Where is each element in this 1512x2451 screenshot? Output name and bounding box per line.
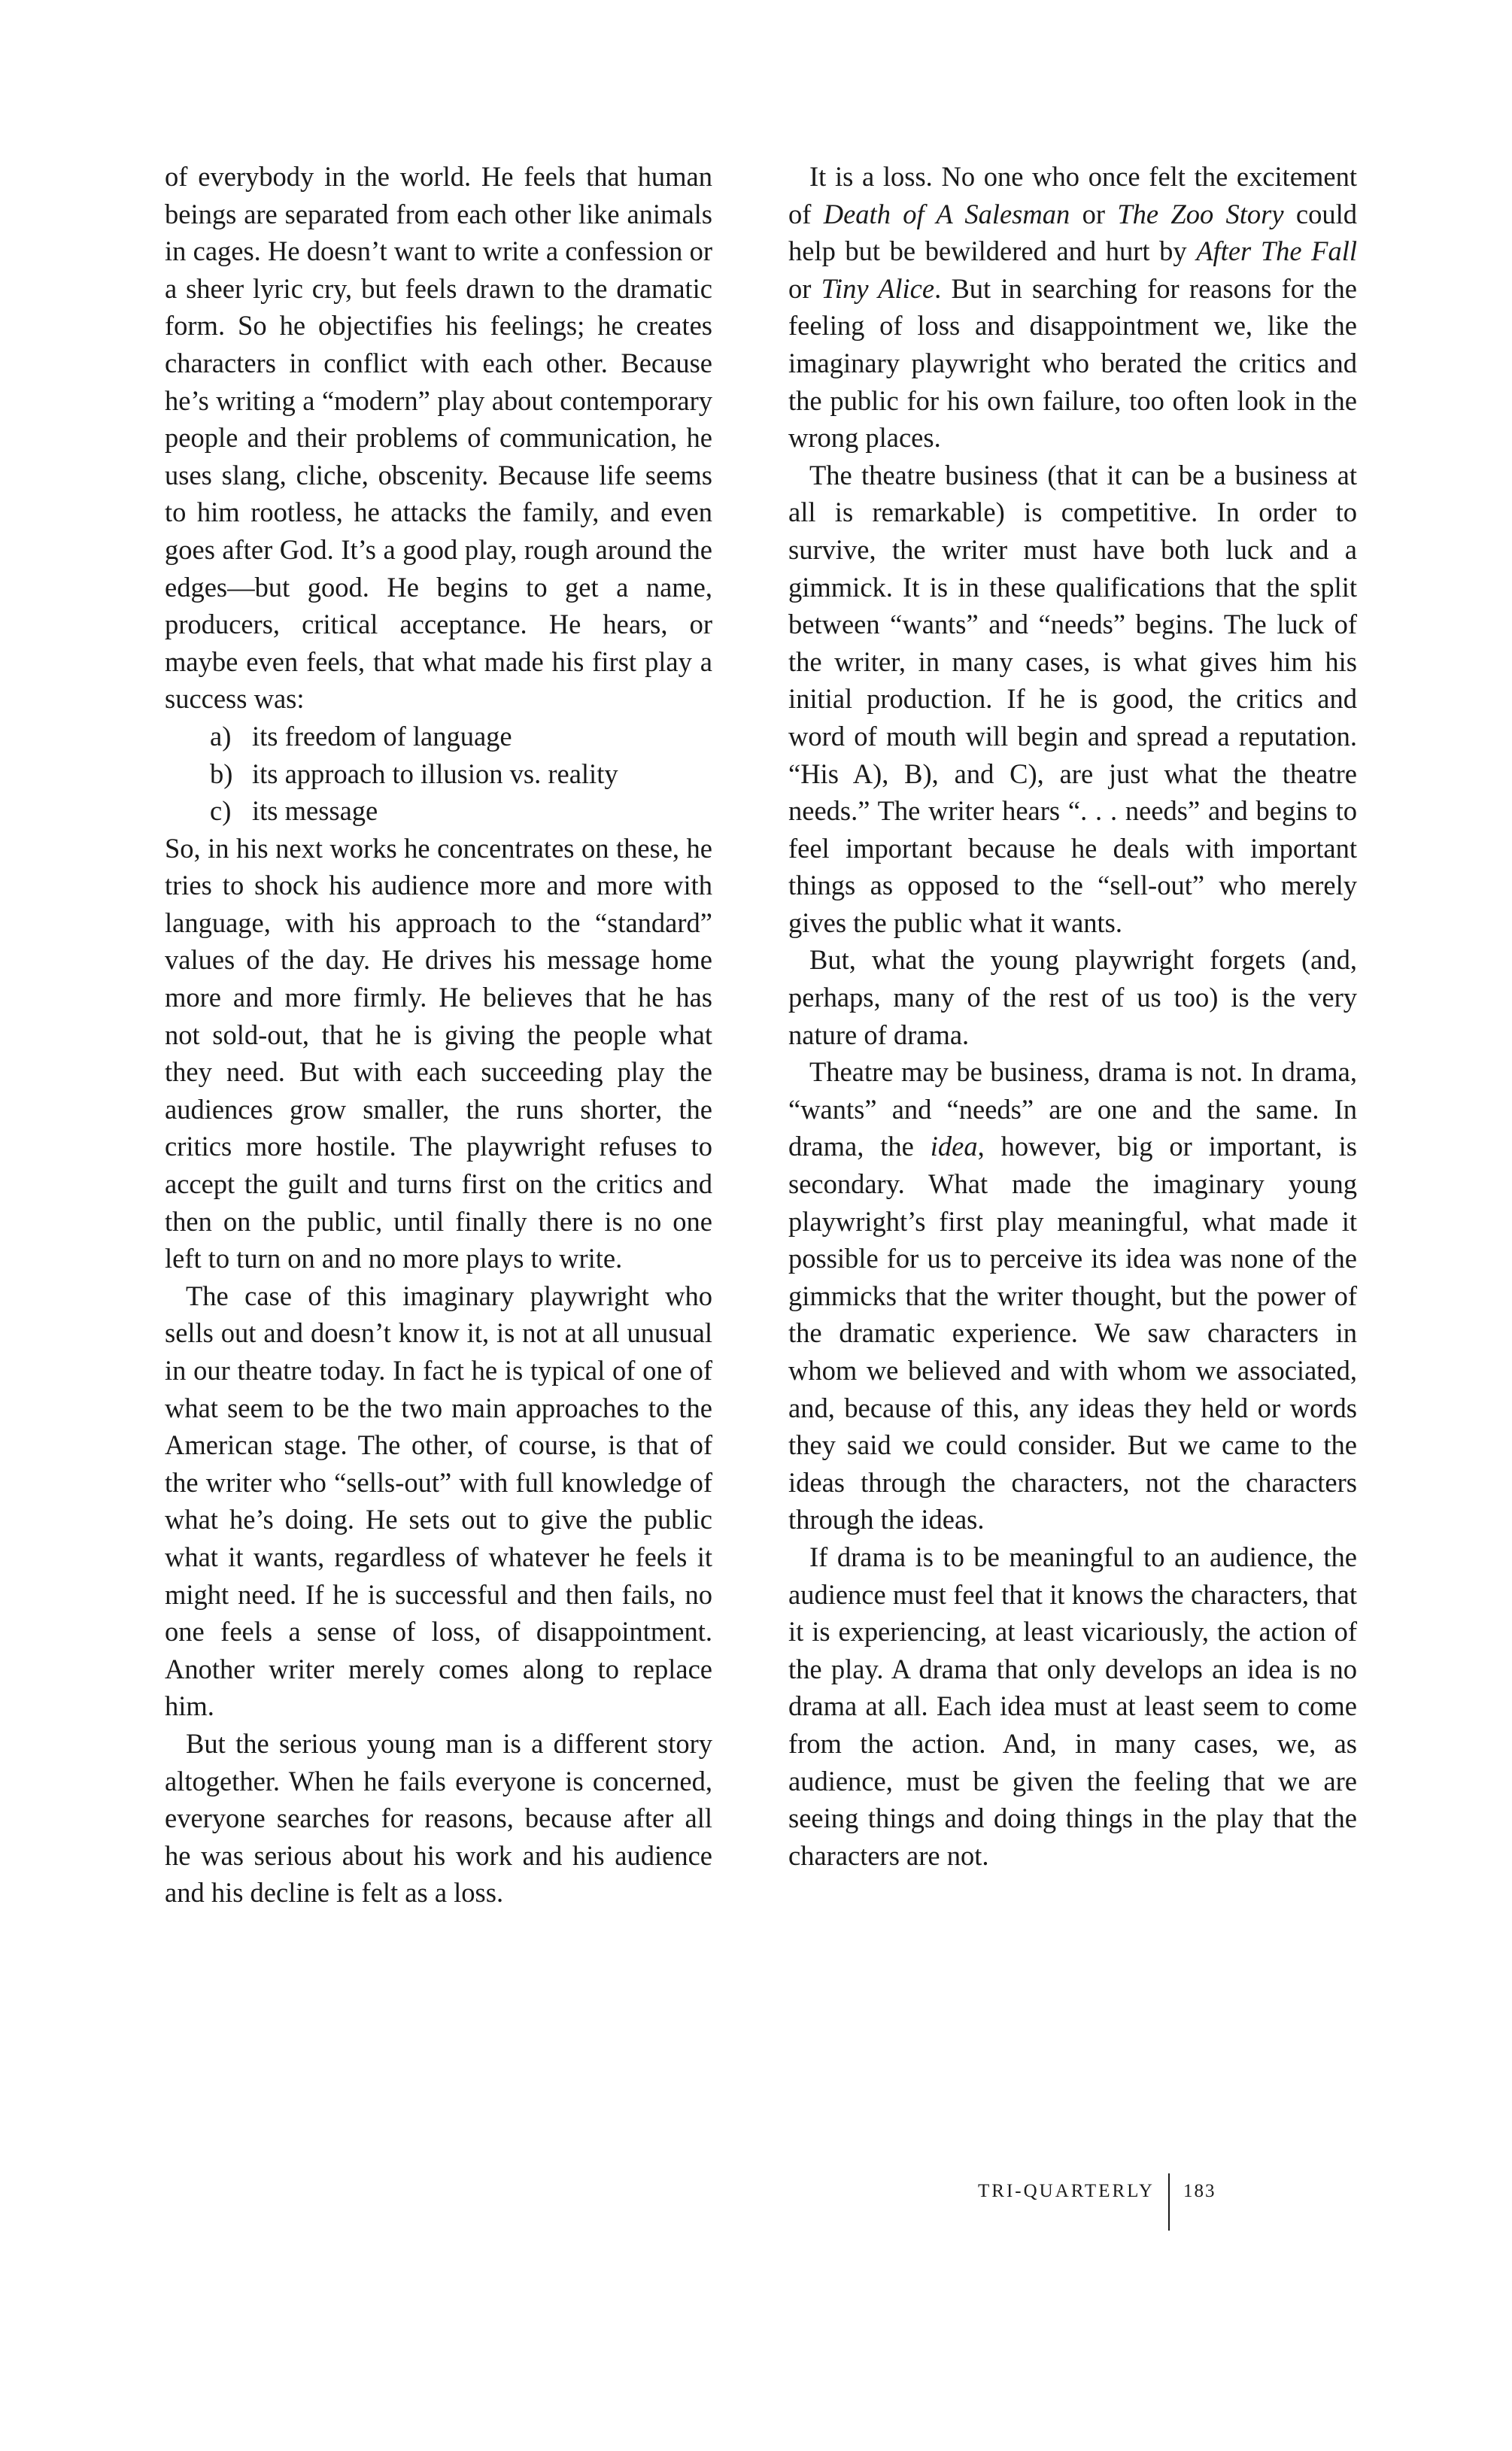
list-item (165, 718, 712, 755)
list-item (165, 755, 712, 793)
text-run: could help but be bewildered and hurt by (788, 198, 1358, 267)
play-title: The Zoo Story (1117, 198, 1284, 229)
paragraph (788, 158, 1357, 457)
text-run: Theatre may be business, drama is not. In drama, “wants” and “needs” are one and the same. In drama, the (788, 1056, 1357, 1162)
text-run: or (1070, 198, 1118, 229)
play-title: Death of A Salesman (823, 198, 1070, 229)
play-title: After The Fall (1196, 235, 1358, 267)
paragraph: The theatre business (that it can be a business at all is remarkable) is competitive. In order to survive, the writer must have both luck and a gimmick. It is in these qualifications that the split between “wants” and “needs” begins. The luck of the writer, in many cases, is what gives him his initial production. If he is good, the critics and word of mouth will begin and spread a reputation. “His A), B), and C), are just what the theatre needs.” The writer hears “. . . needs” and begins to feel important because he deals with important things as opposed to the “sell-out” who merely gives the public what it wants. (788, 459, 1357, 938)
page-footer (978, 2163, 1216, 2220)
text-run: , however, big or important, is secondary. What made the imaginary young playwright’s first play meaningful, what made it possible for us to perceive its idea was none of the gimmicks that the writer thought, but the power of the dramatic experience. We saw characters in whom we believed and with whom we associated, and, because of this, any ideas they held or words they said we could consider. But we came to the ideas through the characters, not the characters through the ideas. (788, 1131, 1357, 1535)
footer-divider (1168, 2173, 1170, 2231)
emphasis: idea (930, 1131, 978, 1162)
text-run: It is a loss. No one who once felt the excitement of (788, 161, 1357, 229)
text-run: . But in searching for reasons for the feeling of loss and disappointment we, like the imaginary playwright who berated the critics and the public for his own failure, too often look in the wrong places. (788, 272, 1357, 454)
paragraph: But the serious young man is a different story altogether. When he fails everyone is concerned, everyone searches for reasons, because after all he was serious about his work and his audience and his decline is felt as a loss. (165, 1727, 712, 1909)
numbered-list (165, 718, 712, 830)
journal-name: TRI-QUARTERLY (978, 2181, 1155, 2201)
text-run: or (788, 272, 821, 304)
paragraph: But, what the young playwright forgets (and, perhaps, many of the rest of us too) is the very nature of drama. (788, 944, 1357, 1050)
list-marker: c) (210, 795, 232, 827)
left-column (165, 158, 712, 1912)
list-marker: a) (210, 720, 232, 752)
list-item (165, 792, 712, 830)
play-title: Tiny Alice (821, 272, 935, 304)
paragraph: So, in his next works he concentrates on these, he tries to shock his audience more and more with language, with his approach to the “standard” values of the day. He drives his message home more and more firmly. He believes that he has not sold-out, that he is giving the people what they need. But with each succeeding play the audiences grow smaller, the runs shorter, the critics more hostile. The playwright refuses to accept the guilt and turns first on the critics and then on the public, until finally there is no one left to turn on and no more plays to write. (165, 832, 712, 1274)
paragraph: of everybody in the world. He feels that human beings are separated from each other like animals in cages. He doesn’t want to write a confession or a sheer lyric cry, but feels drawn to the dramatic form. So he objectifies his feelings; he creates characters in conflict with each other. Because he’s writing a “modern” play about contemporary people and their problems of communication, he uses slang, cliche, obscenity. Because life seems to him rootless, he attacks the family, and even goes after God. It’s a good play, rough around the edges—but good. He begins to get a name, producers, critical acceptance. He hears, or maybe even feels, that what made his first play a success was: (165, 161, 712, 715)
paragraph: If drama is to be meaningful to an audience, the audience must feel that it knows the characters, that it is experiencing, at least vicariously, the action of the play. A drama that only develops an idea is no drama at all. Each idea must at least seem to come from the action. And, in many cases, we, as audience, must be given the feeling that we are seeing things and doing things in the play that the characters are not. (788, 1541, 1357, 1871)
right-column (788, 158, 1357, 1874)
list-marker: b) (210, 758, 233, 789)
paragraph: The case of this imaginary playwright who sells out and doesn’t know it, is not at all unusual in our theatre today. In fact he is typical of one of what seem to be the two main approaches to the American stage. The other, of course, is that of the writer who “sells-out” with full knowledge of what he’s doing. He sets out to give the public what it wants, regardless of whatever he feels it might need. If he is successful and then fails, no one feels a sense of loss, of disappointment. Another writer merely comes along to replace him. (165, 1280, 712, 1722)
paragraph (788, 1053, 1357, 1538)
list-item-text: its approach to illusion vs. reality (252, 758, 618, 789)
list-item-text: its message (252, 795, 378, 827)
list-item-text: its freedom of language (252, 720, 512, 752)
page-number: 183 (1183, 2181, 1216, 2201)
